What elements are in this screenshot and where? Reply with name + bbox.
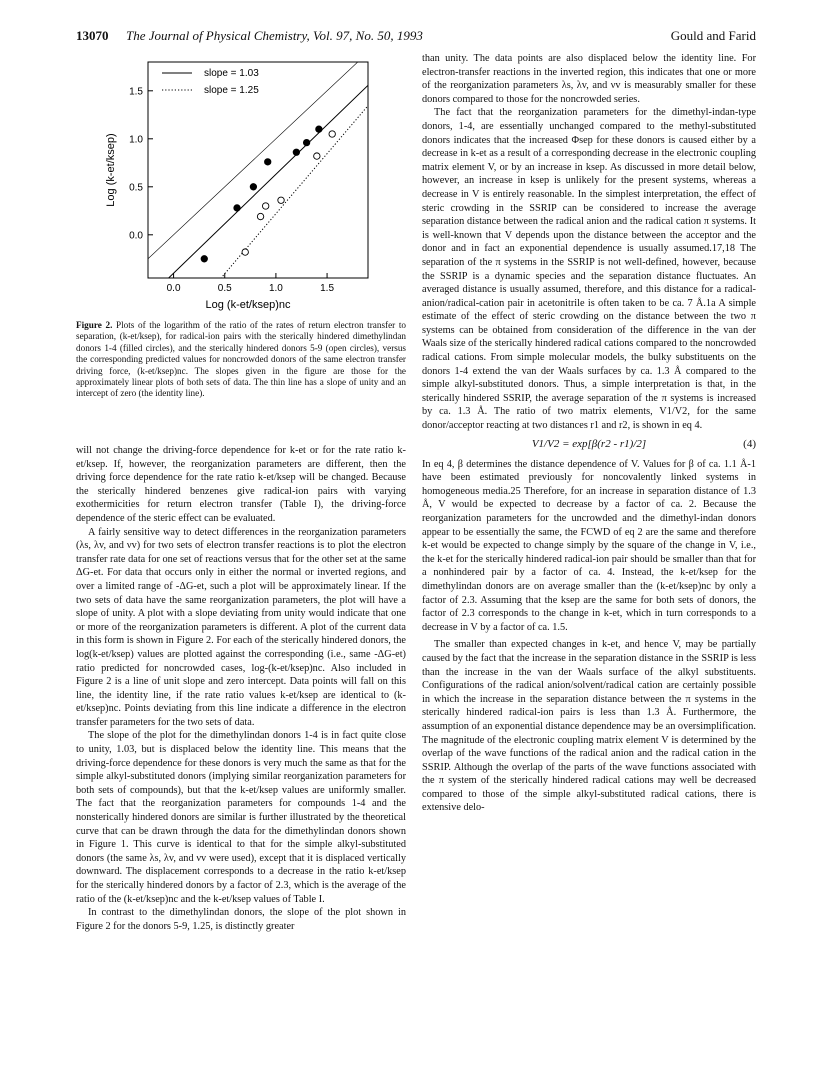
y-tick-label: 0.5	[129, 182, 143, 194]
y-tick-label: 1.5	[129, 86, 143, 98]
filled-circle-point	[201, 256, 207, 262]
open-circle-point	[242, 249, 248, 255]
figure-caption	[76, 320, 406, 400]
right-column	[422, 52, 756, 815]
filled-circle-point	[316, 126, 322, 132]
filled-circle-point	[293, 149, 299, 155]
open-circle-point	[278, 197, 284, 203]
x-axis-label: Log (k-et/ksep)nc	[205, 299, 291, 311]
open-circle-point	[262, 203, 268, 209]
legend-label: slope = 1.25	[204, 85, 259, 96]
filled-circle-point	[250, 184, 256, 190]
open-circle-point	[257, 213, 263, 219]
left-column	[76, 444, 406, 933]
fit-line	[148, 106, 368, 316]
journal-citation: The Journal of Physical Chemistry, Vol. 97, No. 50, 1993	[126, 28, 423, 43]
x-tick-label: 1.0	[268, 283, 283, 294]
figure-2	[76, 56, 406, 316]
paragraph: The fact that the reorganization parameters for the dimethyl-indan-type donors, 1-4, are essentially unchanged compared to the methyl-substituted donors indicates that the increased Φsep for these donors is caused either by a decrease in k-et as a result of a corresponding decrease in the electronic coupling matrix element V, or by an increase in ksep. As discussed in more detail below, however, an increase in ksep is unlikely for the present systems, whereas a decrease in V is entirely reasonable. In the simplest interpretation, the effect of steric crowding in the SSRIP can be considered to increase the average separation distance between the radical anion and the radical cation π systems. It is well-known that V depends upon the distance between the acceptor and the donor and in fact an exponential dependence is usually assumed.17,18 The separation of the π systems in the SSRIP is not well-defined, however, because the SSRIP is a dynamic species and the separation distance fluctuates. An averaged distance is usually assumed, therefore, and this distance for a radical-anion/radical-cation pair in acetonitrile is often taken to be ca. 7 Å.1a A simple estimate of the effect of steric crowding on the distance between the two π systems can be obtained from consideration of the difference in the van der Waals size of the sterically hindered radical cations compared to the noncrowded radical cations. From simple molecular models, the bulky substituents on the donors 1-4 extend the van der Waals surfaces by ca. 1.3 Å compared to the simple alkyl-substituted donors. Thus, a simple interpretation is that, in the sterically hindered SSRIP, the average separation of the π systems is increased by ca. 1.3 Å. The ratio of two matrix elements, V1/V2, for the same donor/acceptor reacting at two distances r1 and r2, is shown in eq 4.	[422, 107, 756, 432]
scatter-plot	[76, 56, 406, 316]
paragraph: The slope of the plot for the dimethylindan donors 1-4 is in fact quite close to unity, 1.03, but is displaced below the identity line. This means that the driving-force dependence for these donors is very much the same as that for the simple alkyl-substituted donors (implying similar reorganization parameters for both sets of compounds), but that the k-et/ksep values are uniformly smaller. The fact that the reorganization parameters for compounds 1-4 and the nonsterically hindered donors are similar is further illustrated by the theoretical curve that can be drawn through the data for the dimethylindan donors shown in Figure 1. This curve is identical to that for the simple alkyl-substituted donors (the same λs, λv, and νv were used), except that it is displaced vertically downward. The displacement corresponds to a decrease in the ratio k-et/ksep for the sterically hindered donors by a factor of 2.3, which is the average of the ratio of the (k-et/ksep)nc and the k-et/ksep values of Table I.	[76, 730, 406, 905]
equation-4	[422, 438, 756, 453]
caption-text: Plots of the logarithm of the ratio of the rates of return electron transfer to separation, (k-et/ksep), for radical-ion pairs with the sterically hindered dimethylindan donors 1-4 (filled circles), and the sterically hindered donors 5-9 (open circles), versus the corresponding predicted values for noncrowded donors of the same electron transfer driving force, (k-et/ksep)nc. The slopes given in the figure are those for the approximately linear plots of both sets of data. The thin line has a slope of unity and an intercept of zero (the identity line).	[76, 320, 407, 399]
open-circle-point	[314, 153, 320, 159]
paragraph: The smaller than expected changes in k-et, and hence V, may be partially caused by the fact that the increase in the separation distance in the SSRIP is less than the increase in the van der Waals surface of the alkyl substituents. Configurations of the radical anion/solvent/radical cation are certainly possible in which the increase in the separation distance between the π systems in the sterically hindered radical-ion pairs is less than 1.3 Å. Furthermore, the assumption of an exponential distance dependence may be an oversimplification. The magnitude of the electronic coupling matrix element V is determined by the overlap of the wave functions of the radical anion and the radical cation in the SSRIP. Although the overlap of the parts of the wave functions associated with the π system of the sterically hindered radical cations may well be decreased compared to those of the simple alkyl-substituted radical cations, there is extensive delo-	[422, 639, 756, 814]
equation-number: (4)	[743, 437, 756, 450]
y-tick-label: 0.0	[129, 230, 143, 242]
page-header	[76, 28, 756, 46]
paragraph: In eq 4, β determines the distance dependence of V. Values for β of ca. 1.1 Å-1 have been estimated previously for noncovalently linked systems in homogeneous media.25 Therefore, for an increase in separation distance of 1.3 Å, V would be expected to decrease by a factor of ca. 2. Because the reorganization parameters for the uncrowded and the dimethyl-indan donors appear to be essentially the same, the FCWD of eq 2 are the same and therefore k-et would be expected to change simply by the square of the change in V, i.e., the k-et for the sterically hindered radical-ion pair should be smaller than that for a nonhindered pair by a factor of ca. 4. Instead, the k-et/ksep for the dimethylindan donors are on average smaller than the (k-et/ksep)nc by only a factor of 2.3. Assuming that the ksep are the same for both sets of donors, the factor of 2.3 corresponds to the change in k-et, which in turn corresponds to a decrease in V by a factor of ca. 1.5.	[422, 458, 756, 633]
paragraph: than unity. The data points are also displaced below the identity line. For electron-transfer reactions in the inverted region, this indicates that one or more of the reorganization parameters λs, λv, and νv is measurably smaller for these donors compared to those for the noncrowded series.	[422, 53, 756, 105]
running-authors: Gould and Farid	[670, 28, 756, 43]
paragraph: A fairly sensitive way to detect differences in the reorganization parameters (λs, λv, and νv) for two sets of electron transfer reactions is to plot the electron transfer rate data for one set of reactions versus that for the other set at the same ΔG-et. For data that occurs only in either the normal or inverted regions, and over a limited range of -ΔG-et, such a plot will be approximately linear. If the two sets of data have the same reorganization parameters, the plot will have a slope of unity. A plot with a slope deviating from unity would indicate that one or more of the reorganization parameters is different. A plot of the current data in this form is shown in Figure 2. For each of the sterically hindered donors, the log(k-et/ksep) values are plotted against the corresponding (i.e., same -ΔG-et) ratio predicted for noncrowded cases, log-(k-et/ksep)nc. Also included in Figure 2 is a line of unit slope and zero intercept. Data points will fall on this line, the identity line, if the rate ratio values k-et/ksep are identical to (k-et/ksep)nc. Points deviating from this line indicate a difference in the electron transfer parameters for the two sets of data.	[76, 526, 406, 728]
x-tick-label: 0.5	[217, 283, 232, 294]
equation-text: V1/V2 = exp[β(r2 - r1)/2]	[531, 437, 647, 450]
filled-circle-point	[303, 139, 309, 145]
x-tick-label: 1.5	[320, 283, 335, 294]
x-tick-label: 0.0	[166, 283, 181, 294]
paragraph: In contrast to the dimethylindan donors, the slope of the plot shown in Figure 2 for the donors 5-9, 1.25, is distinctly greater	[76, 907, 406, 932]
filled-circle-point	[234, 205, 240, 211]
filled-circle-point	[265, 159, 271, 165]
page-number: 13070	[76, 28, 109, 43]
y-tick-label: 1.0	[129, 134, 143, 146]
legend-label: slope = 1.03	[204, 68, 259, 79]
y-axis-label: Log (k-et/ksep)	[105, 133, 117, 207]
caption-label: Figure 2.	[76, 320, 113, 330]
paragraph: will not change the driving-force dependence for k-et or for the rate ratio k-et/ksep. If, however, the reorganization parameters are different, then the driving force dependence for the rate ratio k-et/ksep will be changed. Because the sterically hindered benzenes give radical-ion pairs with varying exothermicities for return electron transfer (Table I), the driving-force dependence of the steric effect can be evaluated.	[76, 445, 406, 524]
open-circle-point	[329, 131, 335, 137]
fit-line	[148, 85, 368, 298]
